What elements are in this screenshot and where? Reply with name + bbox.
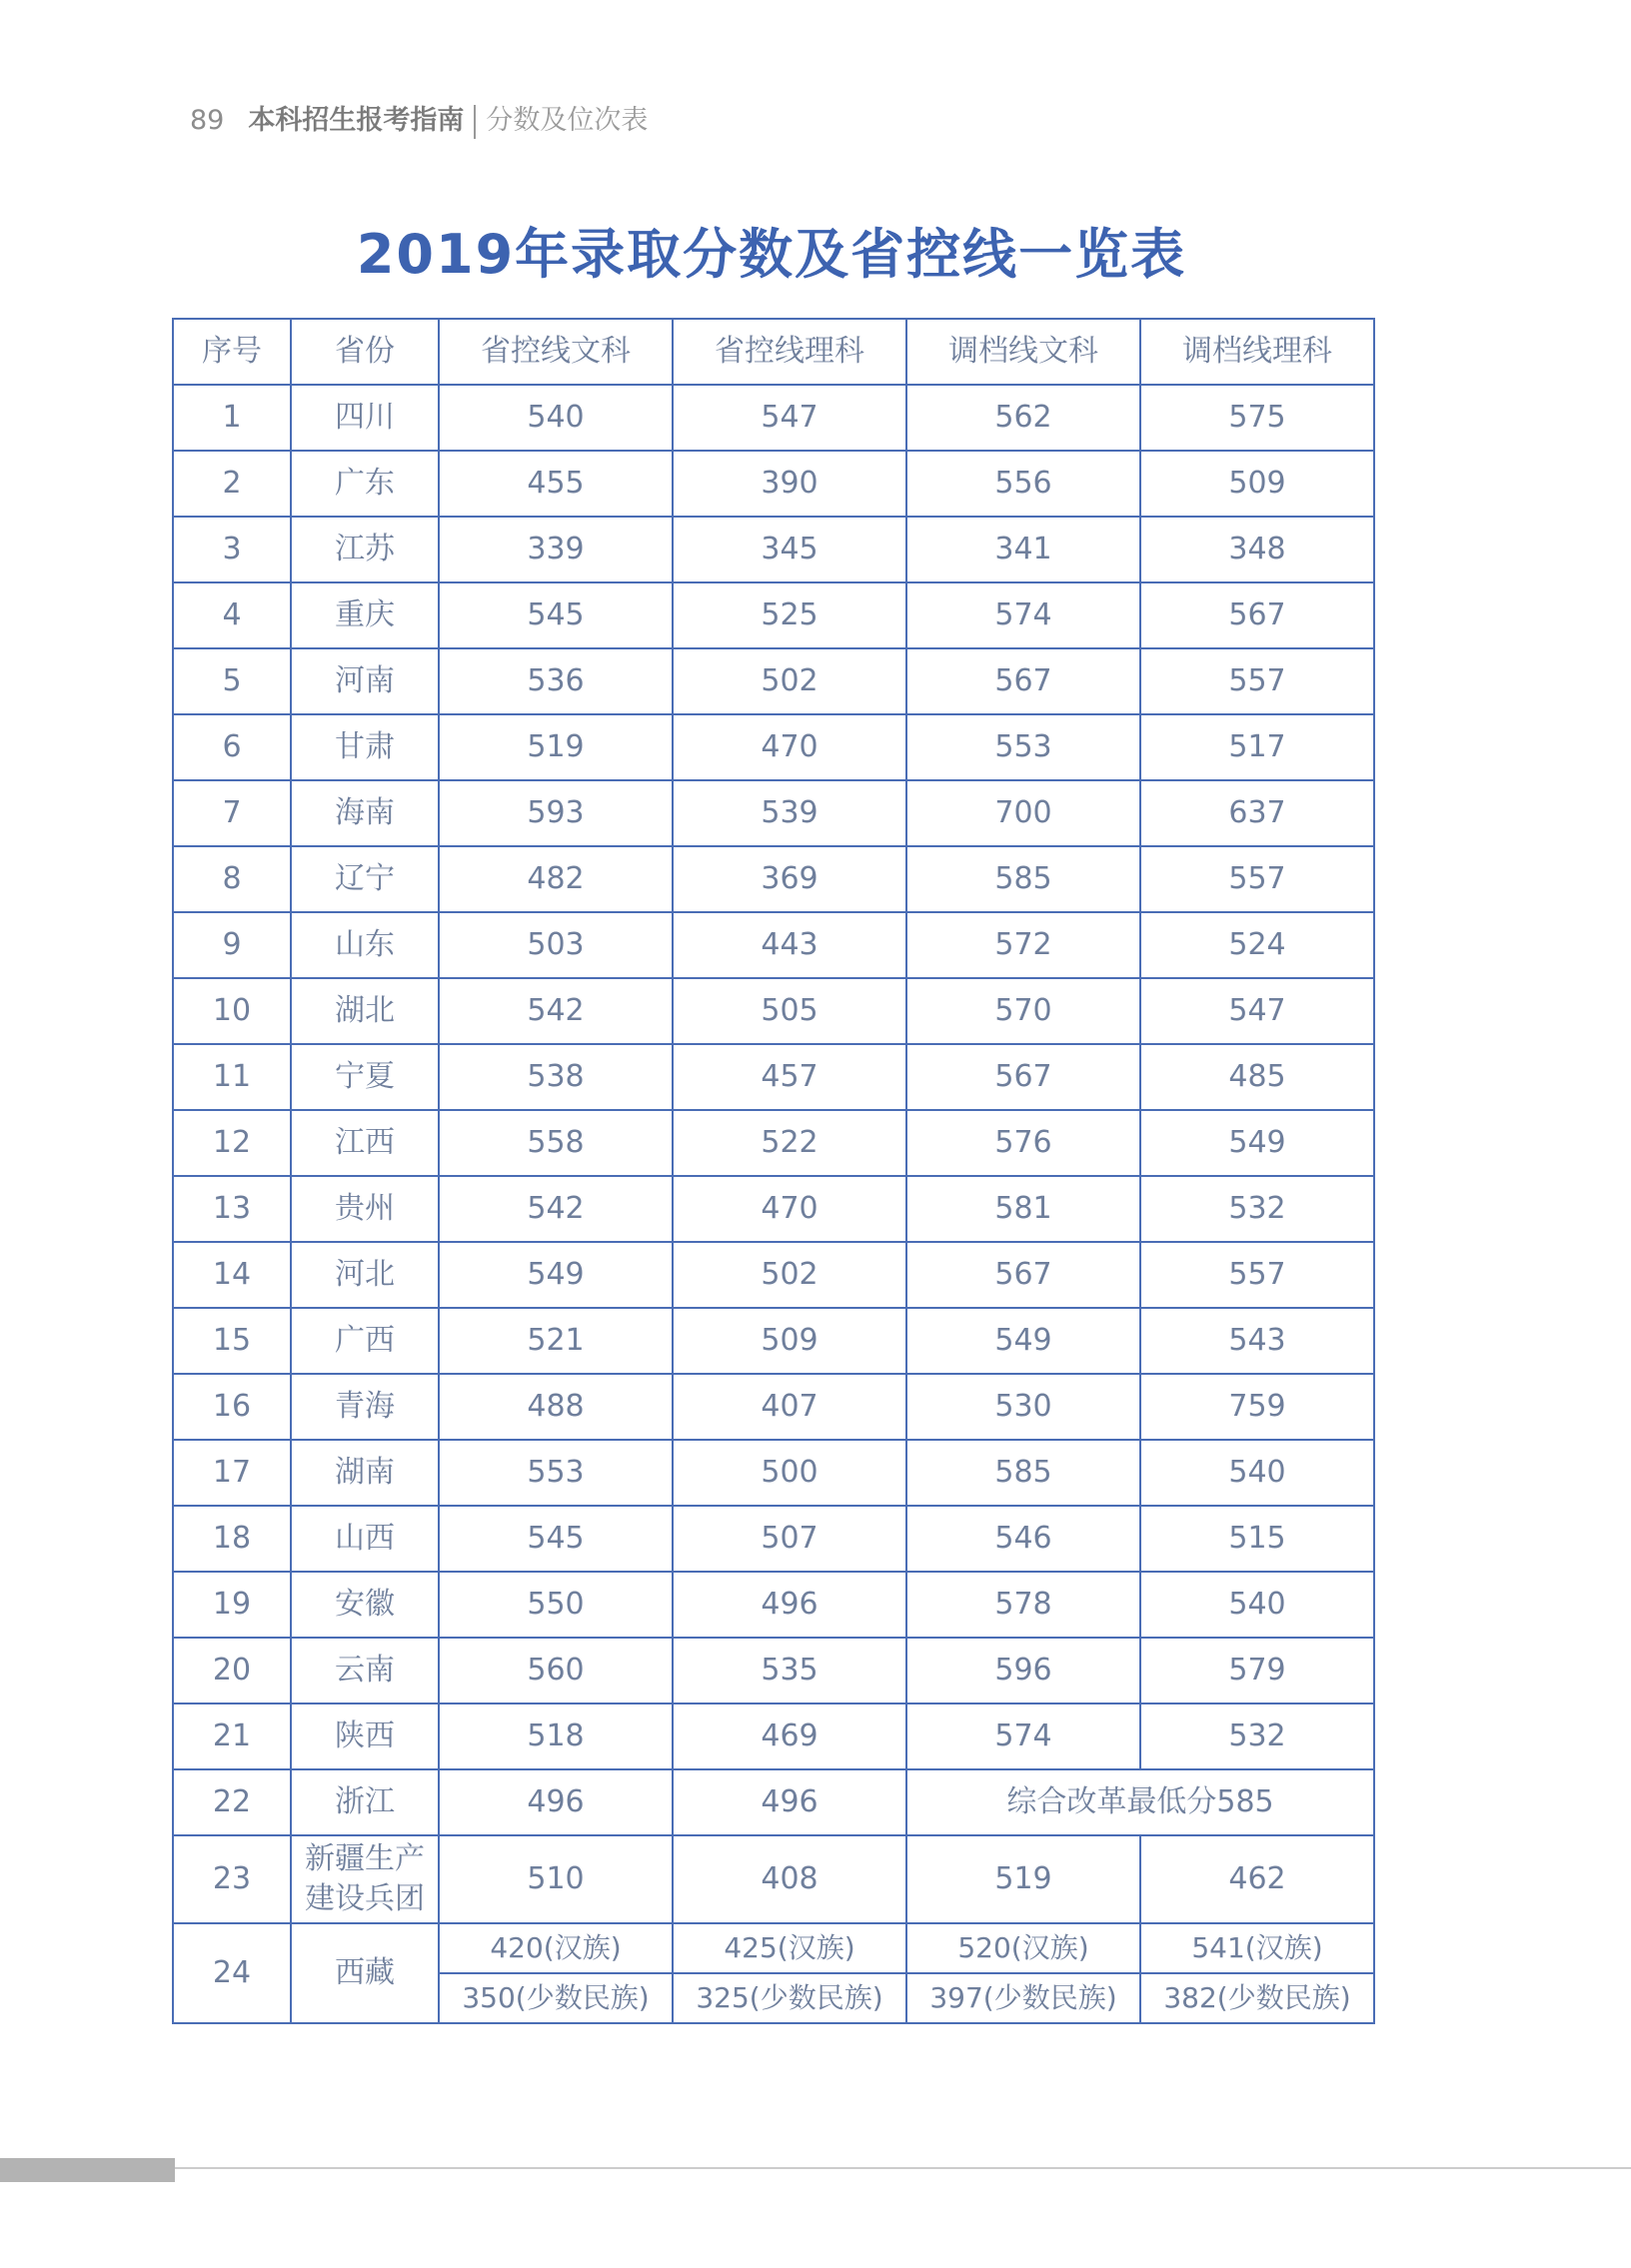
province-cell: 河北 [291,1242,439,1308]
table-row [173,978,1374,1044]
province-cell: 广西 [291,1308,439,1374]
score-cell: 507 [673,1506,906,1572]
province-cell: 山西 [291,1506,439,1572]
table-row [173,912,1374,978]
table-row [173,1242,1374,1308]
province-cell: 陕西 [291,1703,439,1769]
footer-rule [175,2167,1631,2169]
score-cell: 560 [439,1638,673,1703]
province-cell: 甘肃 [291,714,439,780]
table-row [173,1374,1374,1440]
score-cell: 496 [439,1769,673,1835]
score-cell: 500 [673,1440,906,1506]
score-cell: 553 [439,1440,673,1506]
score-cell: 462 [1140,1835,1374,1923]
score-cell: 536 [439,648,673,714]
score-cell: 759 [1140,1374,1374,1440]
score-cell: 530 [906,1374,1140,1440]
table-row [173,517,1374,582]
row-number: 23 [173,1835,291,1923]
score-cell: 540 [1140,1572,1374,1638]
table-row [173,648,1374,714]
table-row [173,1506,1374,1572]
score-cell: 549 [439,1242,673,1308]
province-cell: 山东 [291,912,439,978]
score-cell: 581 [906,1176,1140,1242]
page-title: 2019年录取分数及省控线一览表 [356,223,1187,286]
score-cell: 488 [439,1374,673,1440]
score-cell: 538 [439,1044,673,1110]
row-number: 24 [173,1923,291,2023]
column-header: 调档线理科 [1140,319,1374,385]
score-cell: 543 [1140,1308,1374,1374]
score-cell: 557 [1140,1242,1374,1308]
province-cell: 江西 [291,1110,439,1176]
score-cell: 503 [439,912,673,978]
score-cell: 443 [673,912,906,978]
province-cell: 湖北 [291,978,439,1044]
score-cell: 593 [439,780,673,846]
table-row [173,1176,1374,1242]
score-cell: 525 [673,582,906,648]
row-number: 7 [173,780,291,846]
table-row [173,1572,1374,1638]
score-cell: 510 [439,1835,673,1923]
page-number: 89 [190,105,225,136]
row-number: 10 [173,978,291,1044]
score-cell: 562 [906,385,1140,451]
score-cell: 637 [1140,780,1374,846]
row-number: 18 [173,1506,291,1572]
table-header-row [173,319,1374,385]
score-cell: 567 [906,1044,1140,1110]
score-cell: 547 [673,385,906,451]
row-number: 16 [173,1374,291,1440]
row-number: 4 [173,582,291,648]
table-row [173,451,1374,517]
column-header: 省控线理科 [673,319,906,385]
score-cell: 369 [673,846,906,912]
table-row [173,385,1374,451]
score-cell: 482 [439,846,673,912]
row-number: 1 [173,385,291,451]
score-cell: 574 [906,1703,1140,1769]
province-cell: 青海 [291,1374,439,1440]
score-cell: 572 [906,912,1140,978]
province-line: 建设兵团 [305,1881,425,1916]
province-cell: 云南 [291,1638,439,1703]
province-cell: 安徽 [291,1572,439,1638]
score-cell: 556 [906,451,1140,517]
score-cell: 522 [673,1110,906,1176]
score-cell: 545 [439,1506,673,1572]
score-cell: 515 [1140,1506,1374,1572]
score-cell-han: 541(汉族) [1140,1923,1374,1973]
province-cell: 辽宁 [291,846,439,912]
table-row [173,846,1374,912]
score-cell-minority: 325(少数民族) [673,1973,906,2023]
score-cell: 542 [439,1176,673,1242]
section-title: 分数及位次表 [486,105,649,136]
row-number: 19 [173,1572,291,1638]
score-cell: 470 [673,714,906,780]
score-cell: 553 [906,714,1140,780]
table-row [173,1440,1374,1506]
score-cell: 341 [906,517,1140,582]
table-row [173,1835,1374,1923]
province-cell: 贵州 [291,1176,439,1242]
header-divider [474,105,476,139]
table-row [173,1923,1374,1973]
score-cell: 502 [673,1242,906,1308]
score-cell: 519 [439,714,673,780]
score-cell-han: 425(汉族) [673,1923,906,1973]
row-number: 17 [173,1440,291,1506]
table-row [173,582,1374,648]
table-row [173,1110,1374,1176]
score-cell: 542 [439,978,673,1044]
score-cell: 567 [1140,582,1374,648]
score-cell: 585 [906,846,1140,912]
score-cell: 502 [673,648,906,714]
score-cell: 567 [906,1242,1140,1308]
province-cell: 宁夏 [291,1044,439,1110]
score-cell: 518 [439,1703,673,1769]
province-cell: 四川 [291,385,439,451]
score-cell: 509 [673,1308,906,1374]
row-number: 6 [173,714,291,780]
score-cell: 578 [906,1572,1140,1638]
table-row [173,1769,1374,1835]
row-number: 22 [173,1769,291,1835]
province-cell: 江苏 [291,517,439,582]
table-row [173,780,1374,846]
score-cell: 457 [673,1044,906,1110]
score-cell: 535 [673,1638,906,1703]
row-number: 14 [173,1242,291,1308]
score-cell: 339 [439,517,673,582]
province-cell: 重庆 [291,582,439,648]
score-cell: 469 [673,1703,906,1769]
score-cell: 519 [906,1835,1140,1923]
score-cell: 570 [906,978,1140,1044]
column-header: 省控线文科 [439,319,673,385]
score-cell: 455 [439,451,673,517]
row-number: 2 [173,451,291,517]
score-cell: 557 [1140,648,1374,714]
row-number: 13 [173,1176,291,1242]
score-cell: 496 [673,1769,906,1835]
table-row [173,1044,1374,1110]
score-cell: 509 [1140,451,1374,517]
table-row [173,1308,1374,1374]
column-header: 调档线文科 [906,319,1140,385]
score-cell: 557 [1140,846,1374,912]
score-cell: 579 [1140,1638,1374,1703]
score-cell: 596 [906,1638,1140,1703]
score-cell: 550 [439,1572,673,1638]
score-cell-han: 420(汉族) [439,1923,673,1973]
score-cell-minority: 382(少数民族) [1140,1973,1374,2023]
score-cell: 505 [673,978,906,1044]
score-cell: 521 [439,1308,673,1374]
score-cell: 546 [906,1506,1140,1572]
score-cell: 540 [439,385,673,451]
score-cell: 485 [1140,1044,1374,1110]
column-header: 序号 [173,319,291,385]
score-cell: 345 [673,517,906,582]
score-cell: 517 [1140,714,1374,780]
province-cell: 广东 [291,451,439,517]
score-cell: 408 [673,1835,906,1923]
score-cell: 549 [906,1308,1140,1374]
score-cell: 575 [1140,385,1374,451]
score-cell: 390 [673,451,906,517]
column-header: 省份 [291,319,439,385]
score-cell: 567 [906,648,1140,714]
row-number: 3 [173,517,291,582]
province-cell [291,1835,439,1923]
province-cell: 湖南 [291,1440,439,1506]
province-cell: 海南 [291,780,439,846]
score-cell: 470 [673,1176,906,1242]
row-number: 11 [173,1044,291,1110]
province-cell: 西藏 [291,1923,439,2023]
score-cell-han: 520(汉族) [906,1923,1140,1973]
score-cell: 558 [439,1110,673,1176]
score-cell: 700 [906,780,1140,846]
score-cell: 532 [1140,1703,1374,1769]
score-cell: 348 [1140,517,1374,582]
row-number: 5 [173,648,291,714]
merged-note-cell: 综合改革最低分585 [906,1769,1374,1835]
score-cell: 524 [1140,912,1374,978]
score-cell-minority: 397(少数民族) [906,1973,1140,2023]
row-number: 21 [173,1703,291,1769]
score-table [172,318,1375,2024]
score-cell: 576 [906,1110,1140,1176]
province-cell: 浙江 [291,1769,439,1835]
score-cell: 540 [1140,1440,1374,1506]
table-row [173,1703,1374,1769]
row-number: 20 [173,1638,291,1703]
score-cell: 539 [673,780,906,846]
book-title: 本科招生报考指南 [248,105,465,136]
score-cell: 545 [439,582,673,648]
row-number: 12 [173,1110,291,1176]
score-cell: 585 [906,1440,1140,1506]
row-number: 9 [173,912,291,978]
row-number: 15 [173,1308,291,1374]
score-cell: 549 [1140,1110,1374,1176]
table-row [173,1638,1374,1703]
score-cell: 496 [673,1572,906,1638]
province-cell: 河南 [291,648,439,714]
score-cell-minority: 350(少数民族) [439,1973,673,2023]
score-cell: 407 [673,1374,906,1440]
score-cell: 574 [906,582,1140,648]
row-number: 8 [173,846,291,912]
table-row [173,714,1374,780]
running-header [190,98,648,139]
score-cell: 547 [1140,978,1374,1044]
score-cell: 532 [1140,1176,1374,1242]
province-line: 新疆生产 [305,1840,425,1876]
footer-bar [0,2158,175,2182]
